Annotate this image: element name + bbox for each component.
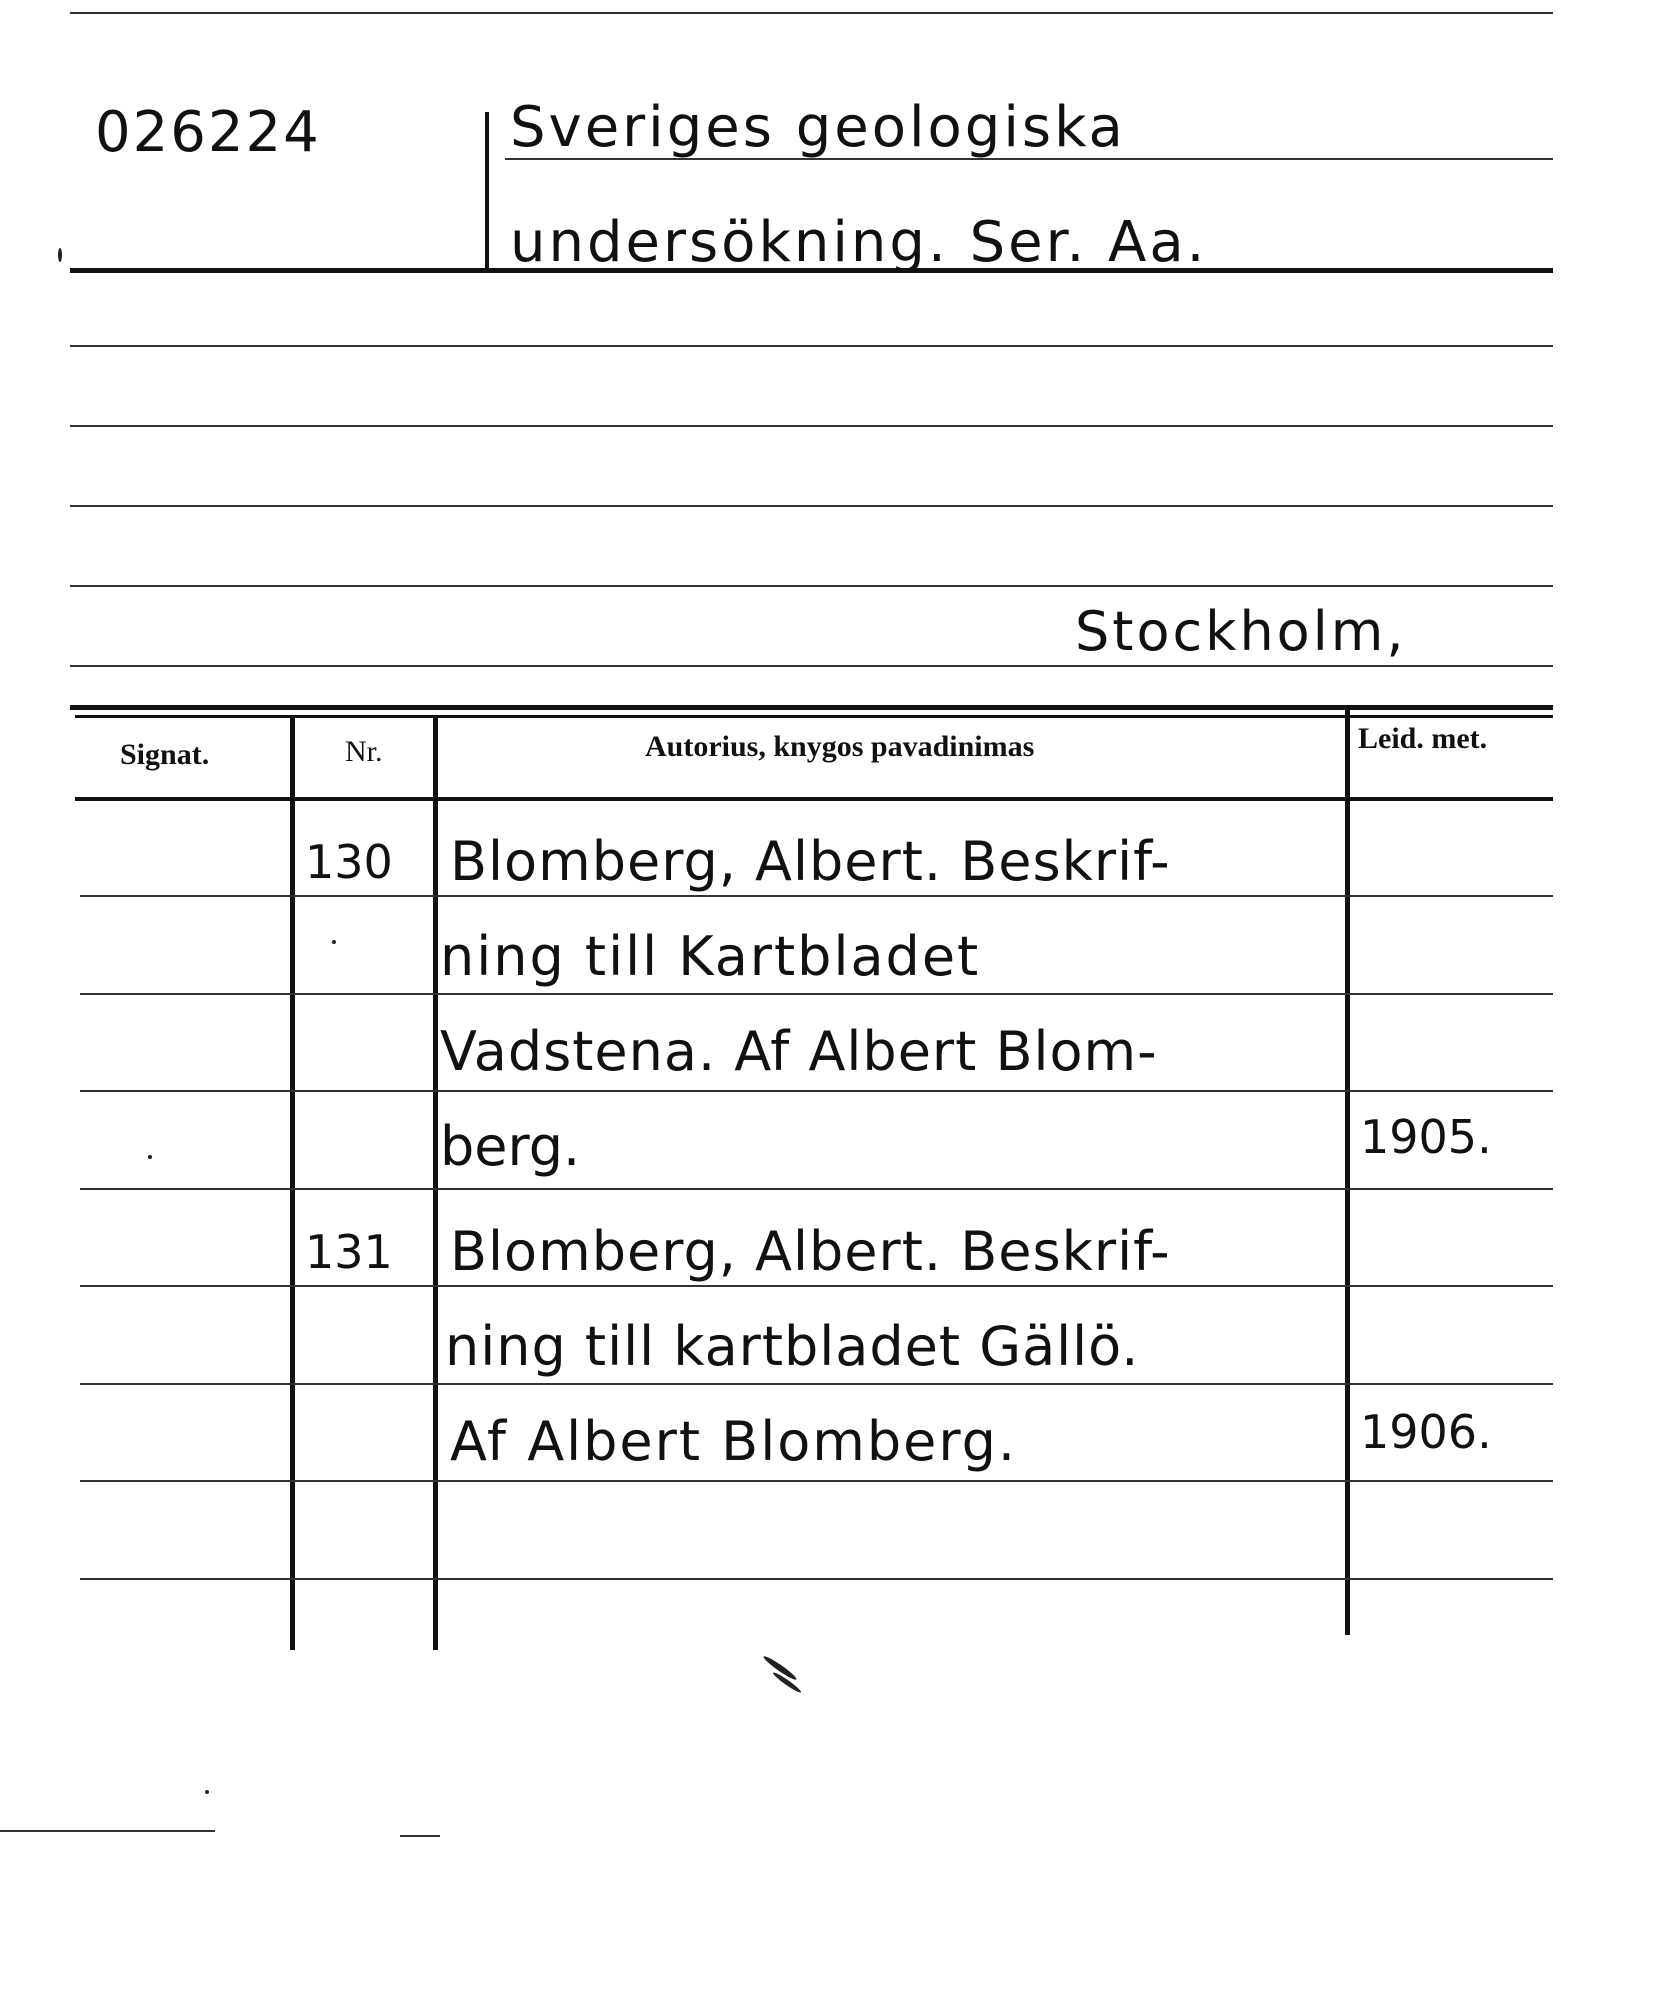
rule (505, 158, 1553, 160)
column-divider (290, 718, 295, 1650)
rule (70, 12, 1553, 14)
table-header-rule (75, 715, 1553, 718)
header-signat: Signat. (120, 738, 210, 771)
rule (400, 1835, 440, 1837)
series-title-line2: undersökning. Ser. Aa. (510, 210, 1208, 275)
publication-year: 1905. (1360, 1110, 1492, 1164)
rule (80, 1578, 1553, 1580)
speck (332, 940, 336, 944)
rule (80, 993, 1553, 995)
entry-line: Af Albert Blomberg. (450, 1410, 1018, 1473)
rule (80, 1480, 1553, 1482)
speck (205, 1790, 209, 1794)
header-year: Leid. met. (1358, 722, 1488, 755)
card-id: 026224 (95, 100, 321, 165)
header-author-title: Autorius, knygos pavadinimas (645, 730, 1035, 763)
rule (70, 665, 1553, 667)
entry-line: Vadstena. Af Albert Blom- (440, 1020, 1158, 1083)
series-title-line1: Sveriges geologiska (510, 95, 1126, 160)
rule (70, 585, 1553, 587)
column-divider (1345, 705, 1350, 1635)
table-top-rule (70, 705, 1553, 710)
rule (70, 268, 1553, 273)
rule (80, 1285, 1553, 1287)
header-divider (485, 112, 489, 272)
publication-year: 1906. (1360, 1405, 1492, 1459)
rule (80, 1090, 1553, 1092)
speck (148, 1155, 152, 1159)
rule (80, 1188, 1553, 1190)
entry-line: ning till kartbladet Gällö. (445, 1315, 1140, 1378)
entry-number: 131 (305, 1225, 393, 1279)
rule (70, 505, 1553, 507)
rule (0, 1830, 215, 1832)
entry-line: Blomberg, Albert. Beskrif- (450, 1220, 1171, 1283)
rule (70, 345, 1553, 347)
entry-line: Blomberg, Albert. Beskrif- (450, 830, 1171, 893)
column-divider (433, 718, 438, 1650)
table-body-rule (75, 797, 1553, 801)
header-nr: Nr. (345, 735, 383, 768)
rule (80, 895, 1553, 897)
entry-number: 130 (305, 835, 393, 889)
entry-line: ning till Kartbladet (440, 925, 981, 988)
rule (80, 1383, 1553, 1385)
entry-line: berg. (440, 1115, 581, 1178)
place-of-publication: Stockholm, (1075, 600, 1407, 663)
speck (58, 248, 62, 262)
rule (70, 425, 1553, 427)
